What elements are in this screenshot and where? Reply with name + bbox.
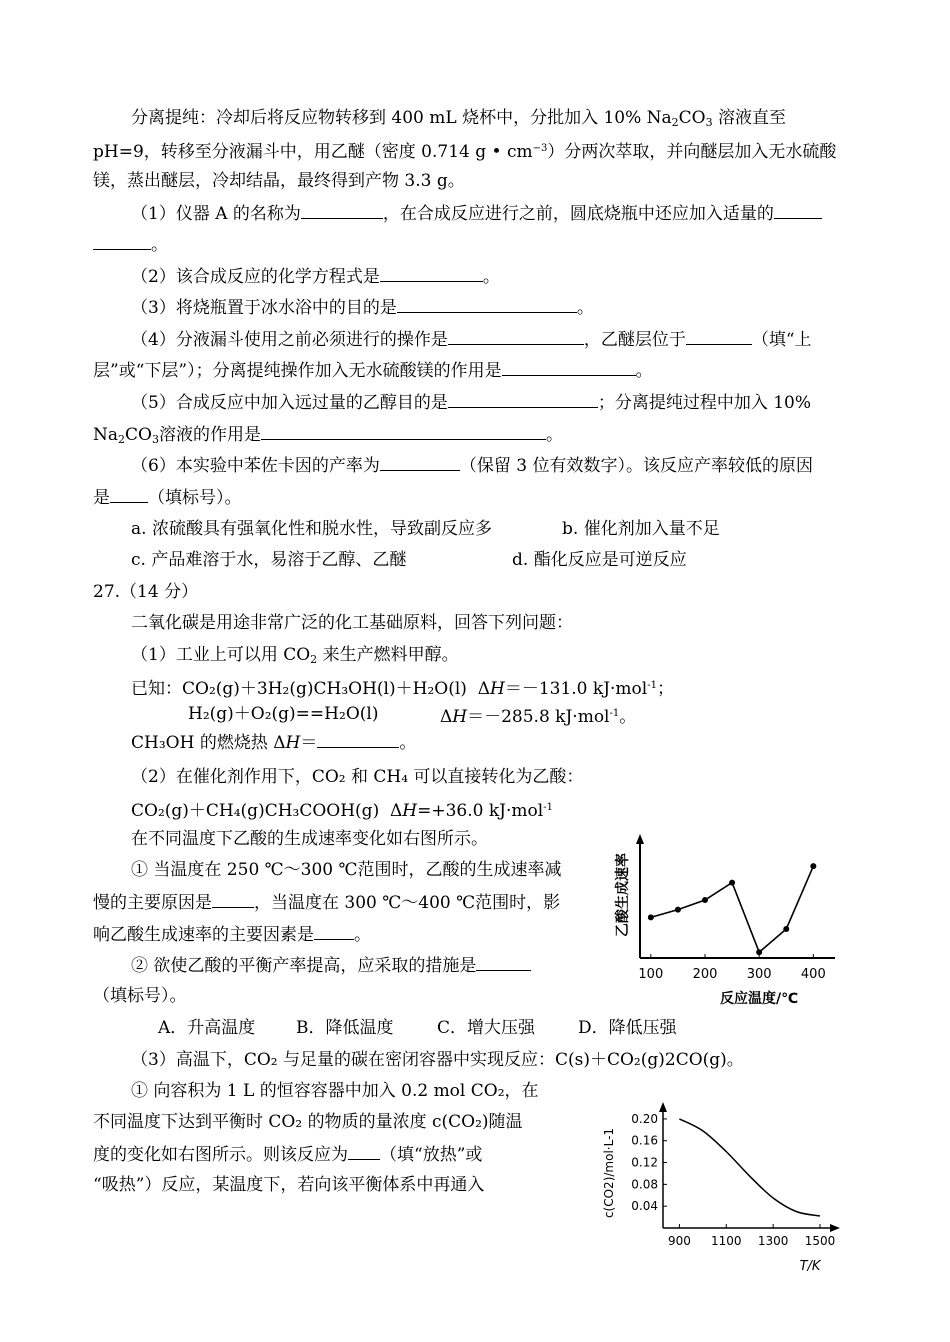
known-equation-2: H₂(g)＋O₂(g)==H₂O(l) — [188, 704, 379, 724]
x-tick-label: 300 — [746, 967, 772, 982]
co2-concentration-chart — [595, 1100, 840, 1280]
y-tick-label: 0.12 — [631, 1155, 658, 1170]
q27-part3: （3）高温下，CO₂ 与足量的碳在密闭容器中实现反应：C(s)＋CO₂(g)2CO(g)。 — [131, 1050, 744, 1070]
q27-part2-sub1-line3: 响乙酸生成速率的主要因素是 。 — [93, 925, 371, 945]
sep-line-1: 分离提纯：冷却后将反应物转移到 400 mL 烧杯中，分批加入 10% $Na_2CO_3$ 溶液直至 — [131, 108, 787, 129]
co2-concentration-curve — [679, 1119, 820, 1216]
rate-data-point — [783, 926, 789, 932]
q27-part2-figure-ref: 在不同温度下乙酸的生成速率变化如右图所示。 — [131, 829, 488, 849]
q27-part2-sub2-line2: （填标号）。 — [93, 986, 187, 1006]
y-axis-label: 乙酸生成速率 — [615, 853, 631, 937]
x-tick-label: 900 — [667, 1234, 691, 1248]
y-tick-label: 0.16 — [631, 1133, 658, 1148]
q27-part3-sub1-line4: “吸热”）反应，某温度下，若向该平衡体系中再通入 — [93, 1175, 485, 1195]
known-equation-1: 已知：CO₂(g)＋3H₂(g)CH₃OH(l)＋H₂O(l) ΔH＝－131.0 kJ·mol$^{-1}$； — [131, 679, 674, 699]
y-axis-arrow — [636, 834, 644, 844]
rate-data-point — [756, 949, 762, 955]
q27-part3-sub1: ① 向容积为 1 L 的恒容容器中加入 0.2 mol CO₂，在 — [131, 1081, 539, 1101]
x-tick-label: 1100 — [710, 1234, 742, 1248]
q2-line: （2）该合成反应的化学方程式是 。 — [131, 267, 500, 287]
q6-line: （6）本实验中苯佐卡因的产率为 （保留 3 位有效数字）。该反应产率较低的原因 — [131, 456, 813, 476]
x-tick-label: 200 — [692, 967, 718, 982]
q27-heading: 27.（14 分） — [93, 582, 199, 602]
rate-data-point — [648, 914, 654, 920]
q27-part1: （1）工业上可以用 $CO_2$ 来生产燃料甲醇。 — [131, 645, 459, 666]
y-tick-label: 0.04 — [631, 1199, 658, 1214]
q27-part2-sub2: ② 欲使乙酸的平衡产率提高，应采取的措施是 — [131, 954, 531, 977]
rate-data-point — [702, 897, 708, 903]
y-tick-label: 0.20 — [631, 1111, 658, 1126]
q27-part3-sub1-line2: 不同温度下达到平衡时 CO₂ 的物质的量浓度 c(CO₂)随温 — [93, 1112, 523, 1132]
combustion-heat-line: CH₃OH 的燃烧热 ΔH＝ 。 — [131, 733, 417, 753]
q1-line: （1）仪器 A 的名称为 ，在合成反应进行之前，圆底烧瓶中还应加入适量的 — [131, 202, 822, 225]
x-tick-label: 100 — [638, 967, 664, 982]
option-d: d. 酯化反应是可逆反应 — [512, 550, 687, 570]
q6-line-2: 是 （填标号）。 — [93, 488, 242, 508]
option-b: b. 催化剂加入量不足 — [562, 519, 720, 539]
x-tick-label: 1500 — [804, 1234, 836, 1248]
option-c: c. 产品难溶于水，易溶于乙醇、乙醚 — [131, 550, 407, 570]
q27-intro: 二氧化碳是用途非常广泛的化工基础原料，回答下列问题： — [131, 613, 573, 633]
q27-part2-sub1-line2: 慢的主要原因是 ，当温度在 300 ℃～400 ℃范围时，影 — [93, 893, 561, 913]
q27-part3-sub1-line3: 度的变化如右图所示。则该反应为 （填“放热”或 — [93, 1145, 483, 1165]
option-a: a. 浓硫酸具有强氧化性和脱水性，导致副反应多 — [131, 519, 492, 539]
q1-line-2: 。 — [93, 233, 168, 256]
y-axis-arrow — [659, 1102, 667, 1112]
option-C: C．增大压强 — [437, 1018, 536, 1038]
x-tick-label: 400 — [800, 967, 826, 982]
q5-line-2: $Na_2CO_3$溶液的作用是 。 — [93, 425, 563, 446]
x-tick-label: 1300 — [757, 1234, 789, 1248]
x-axis-arrow — [830, 1224, 840, 1232]
option-A: A．升高温度 — [158, 1018, 256, 1038]
known-equation-2-dh: ΔH＝－285.8 kJ·mol$^{-1}$。 — [440, 707, 637, 727]
y-axis-label: c(CO2)/mol·L-1 — [602, 1127, 616, 1219]
sep-line-2: pH=9，转移至分液漏斗中，用乙醚（密度 0.714 g • $cm^{-3}$）分两次萃取，并向醚层加入无水硫酸 — [93, 142, 837, 162]
acetic-equation: CO₂(g)＋CH₄(g)CH₃COOH(g) ΔH=+36.0 kJ·mol$^{-1}$ — [131, 801, 553, 821]
q5-line: （5）合成反应中加入远过量的乙醇目的是 ；分离提纯过程中加入 10% — [131, 393, 812, 413]
q3-line: （3）将烧瓶置于冰水浴中的目的是 。 — [131, 298, 594, 318]
q4-line-2: 层”或“下层”）；分离提纯操作加入无水硫酸镁的作用是 。 — [93, 361, 653, 381]
option-B: B．降低温度 — [296, 1018, 394, 1038]
option-D: D．降低压强 — [578, 1018, 677, 1038]
q27-part2-sub1: ① 当温度在 250 ℃～300 ℃范围时，乙酸的生成速率减 — [131, 860, 562, 880]
sep-line-3: 镁，蒸出醚层，冷却结晶，最终得到产物 3.3 g。 — [93, 171, 465, 191]
x-axis-label: T/K — [799, 1259, 821, 1274]
rate-data-point — [729, 880, 735, 886]
y-tick-label: 0.08 — [631, 1177, 658, 1192]
rate-data-point — [675, 907, 681, 913]
rate-data-point — [810, 863, 816, 869]
x-axis-label: 反应温度/℃ — [720, 991, 799, 1007]
acetic-rate-chart — [610, 830, 835, 1010]
q27-part2: （2）在催化剂作用下，CO₂ 和 CH₄ 可以直接转化为乙酸： — [131, 767, 584, 787]
q4-line: （4）分液漏斗使用之前必须进行的操作是 ，乙醚层位于 （填“上 — [131, 330, 812, 350]
